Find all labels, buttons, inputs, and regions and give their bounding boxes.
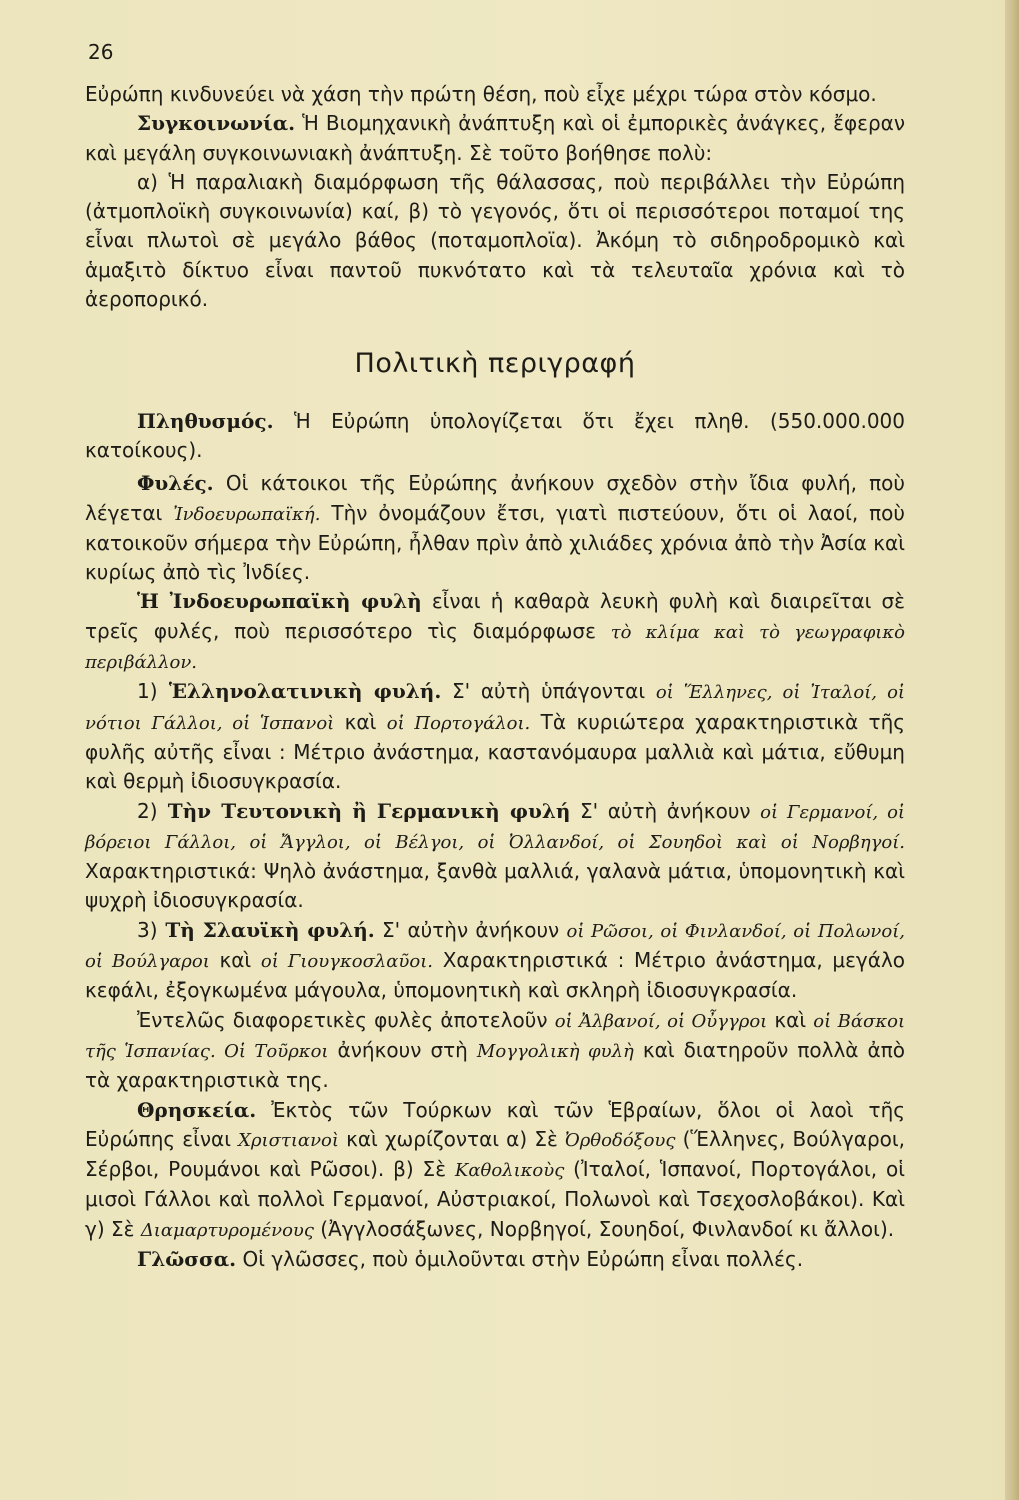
list-number: 3) [137, 917, 158, 942]
paragraph-population [85, 407, 905, 466]
paragraph-lead: Πληθυσμός. [137, 408, 274, 433]
paragraph-lead: Γλῶσσα. [137, 1246, 237, 1271]
italic-term: τὸ κλίμα καὶ τὸ γεωγραφικὸ περιβάλλον. [85, 621, 905, 674]
paragraph-text: (Ἕλληνες, Βούλγαροι, Σέρβοι, Ρουμάνοι καὶ Ρῶσοι). β) Σὲ [85, 1126, 905, 1182]
paragraph-lead: Τὴ Σλαυϊκὴ φυλή. [157, 917, 375, 942]
paragraph-religion [85, 1096, 905, 1245]
section-title: Πολιτικὴ περιγραφή [354, 348, 636, 380]
paragraph-hellenolatin [85, 677, 905, 796]
paragraph-lead: Συγκοινωνία. [137, 111, 296, 136]
paragraph-lead: Θρησκεία. [137, 1097, 257, 1122]
paragraph-text: Ἡ Βιομηχανικὴ ἀνάπτυξη καὶ οἱ ἐμπορικὲς ἀνάγκες, ἔφεραν καὶ μεγάλη συγκοινωνιακὴ ἀνάπτυξη. Σὲ τοῦτο βοήθησε πολὺ: [85, 111, 905, 165]
paragraph-text: Σ' αὐτὴ ὑπάγονται [441, 679, 656, 704]
paragraph-text: Σ' αὐτὴ ἀνήκουν [570, 798, 761, 823]
paragraph-text: Οἱ γλῶσσες, ποὺ ὁμιλοῦνται στὴν Εὐρώπη εἶναι πολλές. [236, 1246, 804, 1271]
page-number: 26 [88, 40, 114, 64]
paragraph-transport-reasons: α) Ἡ παραλιακὴ διαμόρφωση τῆς θάλασσας, ποὺ περιβάλλει τὴν Εὐρώπη (ἀτμοπλοϊκὴ συγκοινωνία) καί, β) τὸ γεγονός, ὅτι οἱ περισσότεροι ποταμοί της εἶναι πλωτοὶ σὲ μεγάλο βάθος (ποταμοπλοϊα). Ἀκόμη τὸ σιδηροδρομικὸ καὶ ἁμαξιτὸ δίκτυο εἶναι παντοῦ πυκνότατο καὶ τὰ τελευταῖα χρόνια καὶ τὸ ἀεροπορικό. [85, 169, 905, 312]
paragraph-text: (Ἀγγλοσάξωνες, Νορβηγοί, Σουηδοί, Φινλανδοί κι ἄλλοι). [313, 1216, 895, 1241]
paragraph-text: (Ἰταλοί, Ἱσπανοί, Πορτογάλοι, οἱ μισοὶ Γάλλοι καὶ πολλοὶ Γερμανοί, Αὐστριακοί, Πολωνοὶ καὶ Τσεχοσλοβάκοι). Καὶ γ) Σὲ [85, 1157, 906, 1241]
paragraph-indoeuropean [85, 587, 905, 677]
paragraph-lead: Τὴν Τευτονικὴ ἢ Γερμανικὴ φυλή [157, 798, 571, 823]
italic-term: οἱ Γερμανοί, οἱ βόρειοι Γάλλοι, οἱ Ἄγγλοι, οἱ Βέλγοι, οἱ Ὀλλανδοί, οἱ Σουηδοὶ καὶ οἱ Νορβηγοί. [85, 801, 905, 853]
paragraph-text: καὶ χωρίζονται α) Σὲ [338, 1126, 565, 1151]
paragraph-text: Οἱ κάτοικοι τῆς Εὐρώπης ἀνήκουν σχεδὸν στὴν ἴδια φυλή, ποὺ λέγεται [85, 471, 905, 525]
paragraph-slavic [85, 916, 905, 1006]
italic-term: Χριστιανοὶ [238, 1129, 339, 1151]
paragraph-text: Ἡ Εὐρώπη ὑπολογίζεται ὅτι ἔχει πληθ. (550.000.000 κατοίκους). [85, 408, 905, 462]
paragraph-text: Χαρακτηριστικά : Μέτριο ἀνάστημα, μεγάλο κεφάλι, ἐξογκωμένα μάγουλα, ὑπομονητικὴ καὶ σκληρὴ ἰδιοσυγκρασία. [85, 948, 906, 1003]
paragraph-text: καὶ διατηροῦν πολλὰ ἀπὸ τὰ χαρακτηριστικὰ της. [85, 1037, 906, 1093]
paragraph-transport [85, 109, 905, 168]
page-body [85, 80, 905, 1274]
italic-term: Διαμαρτυρομένους [140, 1219, 314, 1241]
paragraph-other-races [85, 1006, 905, 1096]
paragraph-text: Τὴν ὀνομάζουν ἔτσι, γιατὶ πιστεύουν, ὅτι οἱ λαοί, ποὺ κατοικοῦν σήμερα τὴν Εὐρώπη, ἦλθαν πρὶν ἀπὸ χιλιάδες χρόνια ἀπὸ τὴν Ἀσία καὶ κυρίως ἀπὸ τὶς Ἰνδίες. [85, 500, 905, 585]
paragraph-language [85, 1245, 905, 1274]
paragraph-text: Ἐκτὸς τῶν Τούρκων καὶ τῶν Ἑβραίων, ὅλοι οἱ λαοὶ τῆς Εὐρώπης εἶναι [85, 1097, 905, 1151]
paragraph-text: καὶ [767, 1007, 814, 1032]
italic-term: οἱ Ἕλληνες, οἱ Ἰταλοί, οἱ νότιοι Γάλλοι, οἱ Ἱσπανοὶ [85, 682, 905, 734]
page-edge [1005, 0, 1019, 1500]
italic-term: οἱ Ρῶσοι, οἱ Φινλανδοί, οἱ Πολωνοί, οἱ Βούλγαροι [85, 920, 905, 973]
italic-term: Μογγολικὴ φυλὴ [476, 1040, 634, 1062]
paragraph-races [85, 469, 905, 587]
italic-term: Ὀρθοδόξους [564, 1129, 676, 1151]
paragraph-text: Χαρακτηριστικά: Ψηλὸ ἀνάστημα, ξανθὰ μαλλιά, γαλανὰ μάτια, ὑπομονητικὴ καὶ ψυχρὴ ἰδιοσυγκρασία. [85, 859, 905, 913]
paragraph-text: Τὰ κυριώτερα χαρακτηριστικὰ τῆς φυλῆς αὐτῆς εἶναι : Μέτριο ἀνάστημα, καστανόμαυρα μαλλιὰ καὶ μάτια, εὔθυμη καὶ θερμὴ ἰδιοσυγκρασία. [85, 709, 906, 794]
paragraph-continuation: Εὐρώπη κινδυνεύει νὰ χάση τὴν πρώτη θέση, ποὺ εἶχε μέχρι τώρα στὸν κόσμο. [85, 82, 877, 106]
paragraph-text: ἀνήκουν στὴ [328, 1037, 477, 1062]
list-number: 2) [137, 798, 158, 823]
paragraph-lead: Ἡ Ἰνδοευρωπαϊκὴ φυλὴ [137, 589, 422, 614]
paragraph-text: Σ' αὐτὴν ἀνήκουν [374, 917, 567, 942]
paragraph-lead: Ἑλληνολατινικὴ φυλή. [157, 679, 442, 704]
paragraph-lead: Φυλές. [137, 471, 214, 496]
paragraph-text: εἶναι ἡ καθαρὰ λευκὴ φυλὴ καὶ διαιρεῖται σὲ τρεῖς φυλές, ποὺ περισσότερο τὶς διαμόρφωσε [85, 589, 905, 643]
paragraph-text: καὶ [334, 709, 387, 734]
italic-term: οἱ Ἀλβανοί, οἱ Οὖγγροι [554, 1010, 768, 1032]
italic-term: Καθολικοὺς [454, 1160, 565, 1182]
italic-term: οἱ Βάσκοι τῆς Ἱσπανίας. Οἱ Τοῦρκοι [85, 1010, 906, 1062]
italic-term: οἱ Γιουγκοσλαῦοι. [260, 951, 433, 973]
italic-term: Ἰνδοευρωπαϊκή. [173, 503, 321, 525]
paragraph-text: Ἐντελῶς διαφορετικὲς φυλὲς ἀποτελοῦν [137, 1007, 555, 1032]
paragraph-text: καὶ [209, 948, 261, 973]
paragraph-teutonic [85, 797, 905, 916]
italic-term: οἱ Πορτογάλοι. [386, 712, 531, 734]
list-number: 1) [137, 679, 158, 704]
